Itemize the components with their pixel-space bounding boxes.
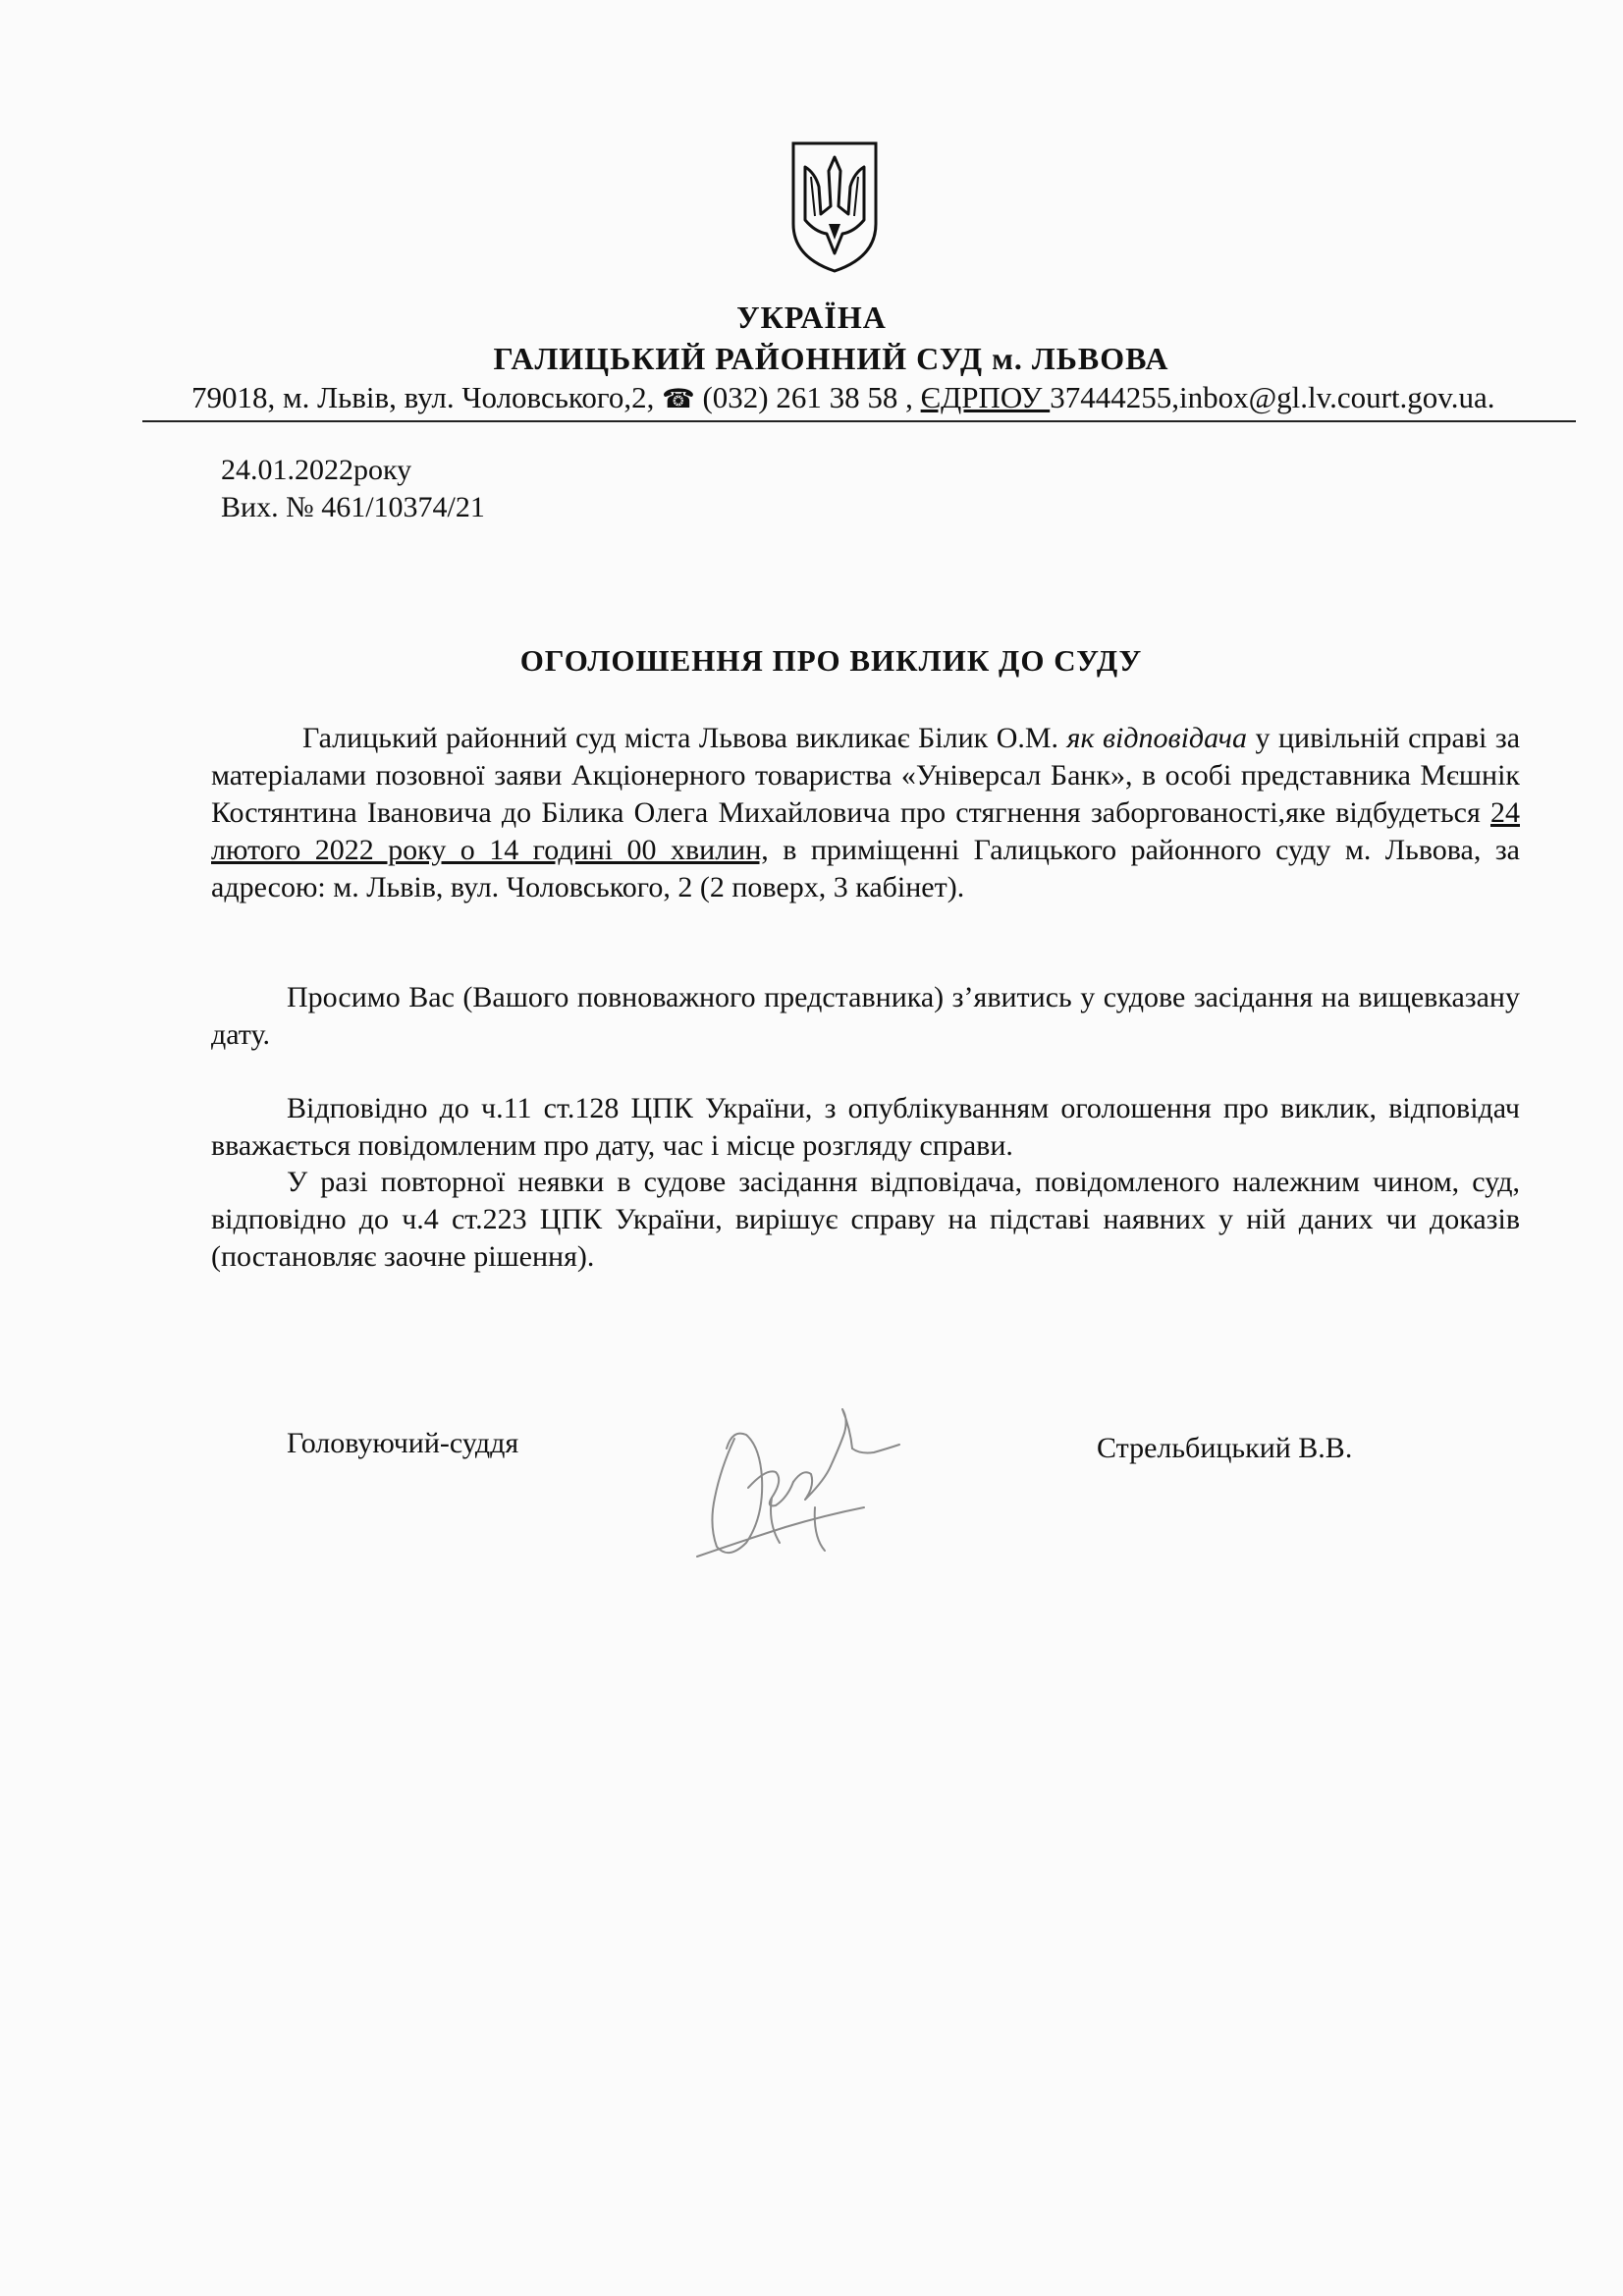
telephone-icon: ☎: [662, 384, 695, 413]
header-divider: [142, 420, 1576, 422]
country-heading: УКРАЇНА: [736, 300, 887, 335]
coat-of-arms-icon: [785, 137, 884, 275]
notification-text: Відповідно до ч.11 ст.128 ЦПК України, з опублікуванням оголошення про виклик, відповідач вважається повідомленим про дату, час і місце розгляду справи.: [211, 1092, 1520, 1162]
notice-paragraph-absence: [211, 1164, 1520, 1276]
court-heading: ГАЛИЦЬКИЙ РАЙОННИЙ СУД м. ЛЬВОВА: [493, 341, 1169, 376]
court-contacts: [191, 380, 1495, 415]
outgoing-number: Вих. № 461/10374/21: [221, 491, 485, 523]
summons-role: як відповідача: [1066, 722, 1247, 754]
notice-paragraph-summons: [211, 720, 1520, 906]
summons-text-start: Галицький районний суд міста Львова викликає Білик О.М.: [302, 722, 1067, 754]
summons-text-middle: у цивільній справі за матеріалами позовної заяви Акціонерного товариства «Універсал Банк», в особі представника Мєшнік Костянтина Івановича до Білика Олега Михайловича про стягнення заборгованості,яке відбудеться: [211, 722, 1521, 829]
notice-title: ОГОЛОШЕННЯ ПРО ВИКЛИК ДО СУДУ: [519, 643, 1143, 678]
judge-name: Стрельбицький В.В.: [1097, 1432, 1353, 1464]
summons-text-end: в приміщенні Галицького районного суду м. Львова, за адресою: м. Львів, вул. Чоловського, 2 (2 поверх, 3 кабінет).: [211, 834, 1520, 903]
document-date: 24.01.2022року: [221, 454, 412, 486]
court-code-email: 37444255,inbox@gl.lv.court.gov.ua.: [1050, 380, 1495, 414]
court-address: 79018, м. Львів, вул. Чоловського,2,: [191, 380, 663, 414]
notice-paragraph-notification: [211, 1090, 1520, 1165]
edrpou-label: ЄДРПОУ: [920, 380, 1051, 414]
absence-text: У разі повторної неявки в судове засідання відповідача, повідомленого належним чином, суд, відповідно до ч.4 ст.223 ЦПК України, вирішує справу на підставі наявних у ній даних чи доказів (постановляє заочне рішення).: [211, 1166, 1520, 1273]
judge-title: Головуючий-суддя: [287, 1427, 519, 1459]
notice-paragraph-request: [211, 979, 1520, 1054]
hearing-datetime: 24 лютого 2022 року о 14 годині 00 хвилин,: [211, 796, 1520, 866]
request-text: Просимо Вас (Вашого повноважного представника) з’явитись у судове засідання на вищевказану дату.: [211, 981, 1520, 1051]
signature-image: [677, 1350, 913, 1586]
court-phone: (032) 261 38 58 ,: [694, 380, 921, 414]
